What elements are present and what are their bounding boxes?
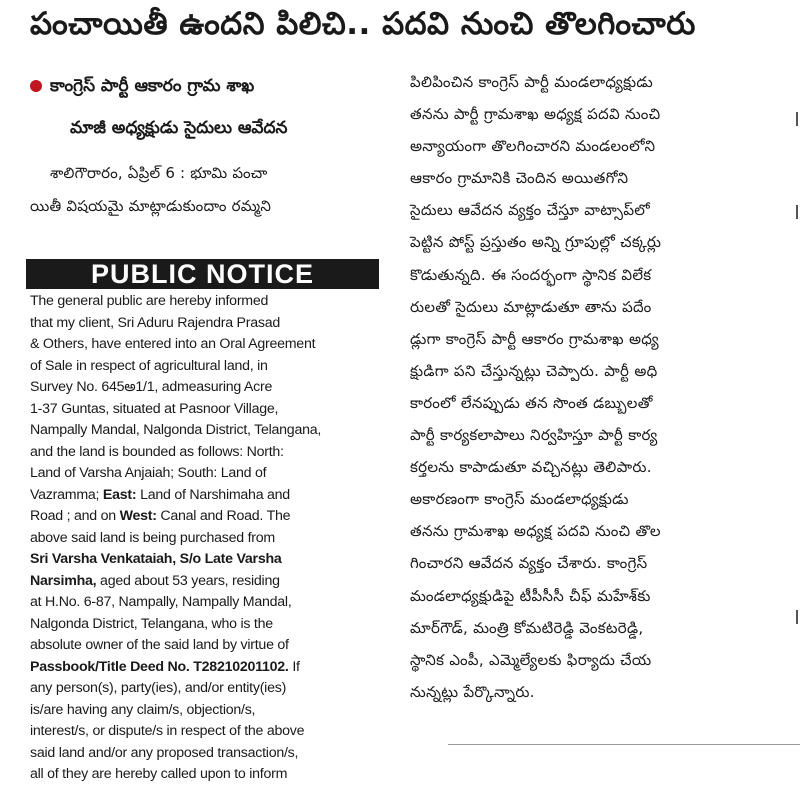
- article-line: మార్‌గౌడ్, మంత్రి కోమటిరెడ్డి వెంకటరెడ్డి,: [410, 618, 644, 637]
- article-headline: పంచాయితీ ఉందని పిలిచి.. పదవి నుంచి తొలగించారు: [30, 6, 696, 42]
- article-line: పార్టీ కార్యకలాపాలు నిర్వహిస్తూ పార్టీ కార్య: [410, 426, 658, 445]
- article-line: ఆకారం గ్రామానికి చెందిన అయితగోని: [410, 169, 629, 188]
- notice-line: Land of Varsha Anjaiah; South: Land of: [30, 465, 267, 481]
- notice-line: at H.No. 6-87, Nampally, Nampally Mandal,: [30, 594, 292, 610]
- article-line: తనను గ్రామశాఖ అధ్యక్ష పదవి నుంచి తొల: [410, 522, 661, 541]
- article-line: మండలాధ్యక్షుడిపై టీపీసీసీ చీఫ్ మహేశ్‌కు: [410, 586, 651, 605]
- article-line: అకారణంగా కాంగ్రెస్ మండలాధ్యక్షుడు: [410, 490, 629, 509]
- notice-line: Vazramma; East: Land of Narshimaha and: [30, 486, 290, 503]
- notice-line: interest/s, or dispute/s in respect of the above: [30, 723, 305, 739]
- red-bullet-icon: [30, 80, 42, 92]
- notice-line: above said land is being purchased from: [30, 529, 275, 546]
- page-edge-mark: [796, 610, 798, 624]
- dateline-line-2: యితీ విషయమై మాట్లాడుకుందాం రమ్మని: [30, 197, 272, 215]
- article-line: కొడుతున్నది. ఈ సందర్భంగా స్థానిక విలేక: [410, 265, 652, 284]
- notice-line: any person(s), party(ies), and/or entity(ies): [30, 680, 287, 696]
- notice-line: Nampally Mandal, Nalgonda District, Telangana,: [30, 422, 322, 438]
- article-line: పిలిపించిన కాంగ్రెస్ పార్టీ మండలాధ్యక్షుడు: [410, 73, 653, 91]
- notice-line: absolute owner of the said land by virtue of: [30, 637, 289, 653]
- article-line: రులతో సైదులు మాట్లాడుతూ తాను పదేం: [410, 297, 652, 316]
- notice-line: of Sale in respect of agricultural land, in: [30, 357, 268, 374]
- notice-line: that my client, Sri Aduru Rajendra Prasad: [30, 314, 280, 331]
- article-line: అన్యాయంగా తొలగించారని మండలంలోని: [410, 137, 656, 156]
- page-edge-mark: [796, 112, 798, 126]
- notice-line: Nalgonda District, Telangana, who is the: [30, 615, 273, 632]
- article-line: స్థానిక ఎంపీ, ఎమ్మెల్యేలకు ఫిర్యాదు చేయ: [410, 650, 652, 669]
- notice-line: 1-37 Guntas, situated at Pasnoor Village,: [30, 400, 279, 417]
- notice-line: & Others, have entered into an Oral Agreement: [30, 336, 316, 352]
- article-line: తనను పార్టీ గ్రామశాఖ అధ్యక్ష పదవి నుంచి: [410, 105, 661, 124]
- article-line: గించారని ఆవేదన వ్యక్తం చేశారు. కాంగ్రెస్: [410, 554, 648, 573]
- notice-line: Road ; and on West: Canal and Road. The: [30, 508, 291, 524]
- dateline-line-1: శాలిగౌరారం, ఏప్రిల్ 6 : భూమి పంచా: [50, 164, 268, 182]
- article-line: కర్తలను కాపాడుతూ వచ్చినట్లు తెలిపారు.: [410, 458, 652, 477]
- notice-line: all of they are hereby called upon to inform: [30, 766, 288, 782]
- subhead-text-2: మాజీ అధ్యక్షుడు సైదులు ఆవేదన: [70, 118, 288, 138]
- notice-line: and the land is bounded as follows: North:: [30, 443, 284, 460]
- public-notice-body: [26, 291, 379, 786]
- article-line: నున్నట్లు పేర్కొన్నారు.: [410, 682, 535, 701]
- public-notice-box: [26, 259, 379, 782]
- subhead-line-1: [30, 76, 370, 100]
- article-line: పెట్టిన పోస్ట్ ప్రస్తుతం అన్ని గ్రూపుల్లో చక్కర్లు: [410, 233, 662, 252]
- notice-line: The general public are hereby informed: [30, 293, 269, 309]
- notice-line: Survey No. 645అ1/1, admeasuring Acre: [30, 379, 273, 395]
- page-edge-mark: [796, 205, 798, 219]
- article-line: డ్లుగా కాంగ్రెస్ పార్టీ ఆకారం గ్రామశాఖ అధ్య: [410, 329, 659, 348]
- subhead-line-2: [70, 118, 410, 142]
- article-line: క్షుడిగా పని చేస్తున్నట్లు చెప్పారు. పార్టీ అధి: [410, 361, 658, 380]
- subhead-text-1: కాంగ్రెస్ పార్టీ ఆకారం గ్రామ శాఖ: [50, 76, 255, 96]
- notice-line: said land and/or any proposed transaction/s,: [30, 744, 299, 761]
- notice-line: Passbook/Title Deed No. T28210201102. If: [30, 658, 300, 675]
- article-line: సైదులు ఆవేదన వ్యక్తం చేస్తూ వాట్సాప్‌లో: [410, 201, 651, 220]
- notice-line: Sri Varsha Venkataiah, S/o Late Varsha: [30, 551, 282, 567]
- notice-line: Narsimha, aged about 53 years, residing: [30, 572, 280, 589]
- notice-line: is/are having any claim/s, objection/s,: [30, 701, 256, 718]
- public-notice-title: PUBLIC NOTICE: [26, 259, 379, 289]
- column-divider: [448, 744, 800, 745]
- article-right-column: [410, 66, 785, 708]
- article-line: కారంలో లేనప్పుడు తన సొంత డబ్బులతో: [410, 393, 653, 412]
